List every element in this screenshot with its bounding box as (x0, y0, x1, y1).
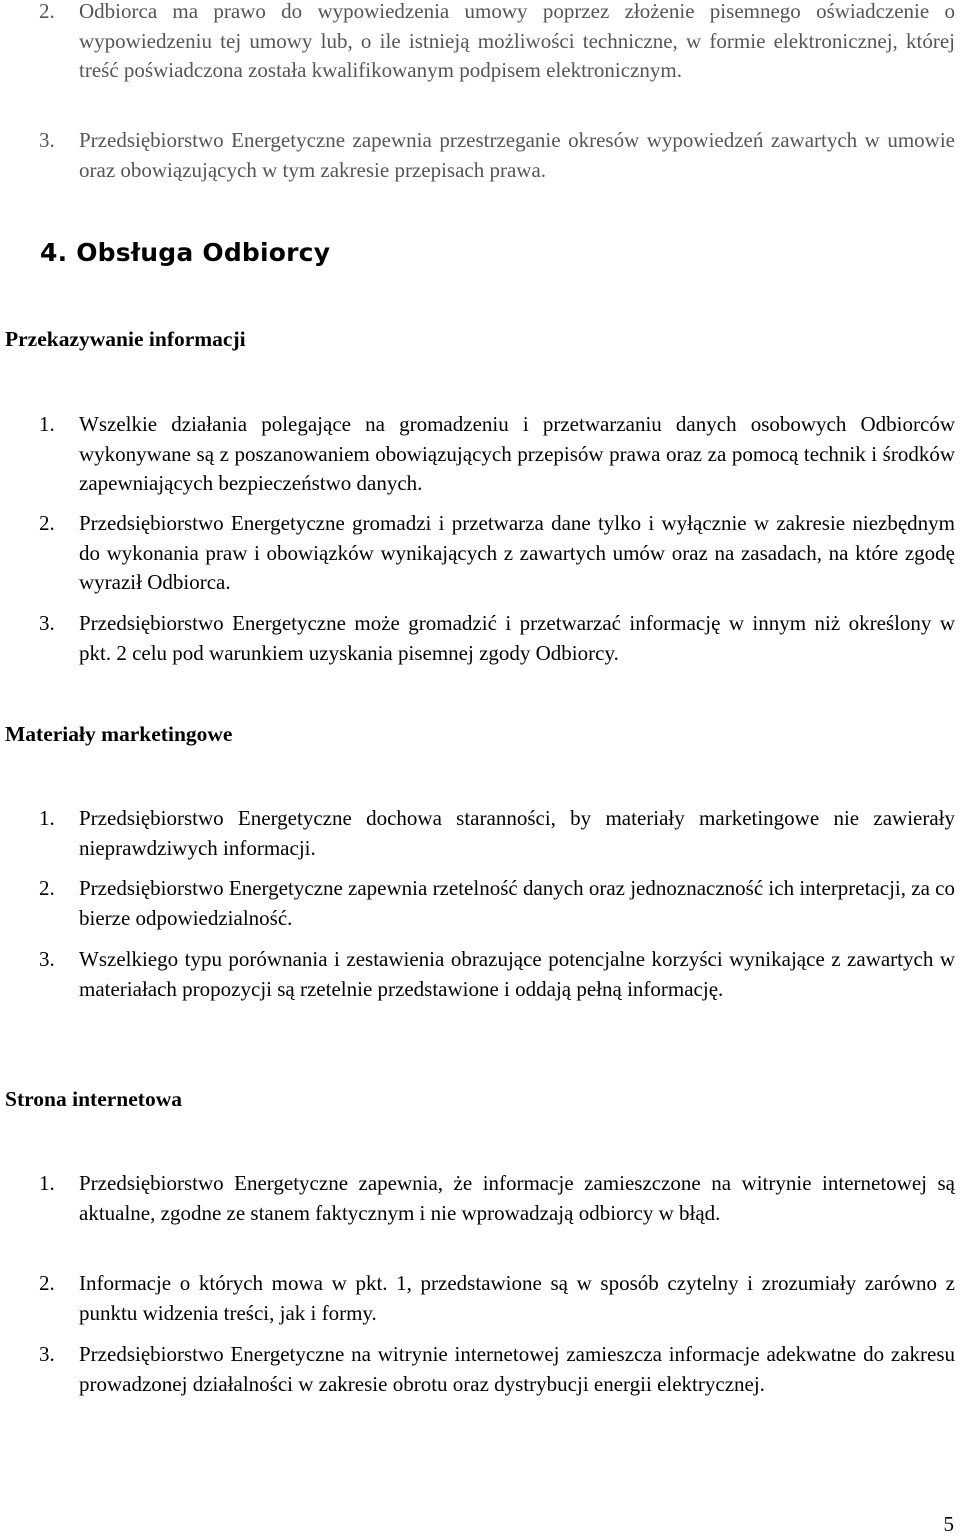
list-item (0, 804, 955, 863)
top-list-2 (0, 126, 960, 185)
list-item (0, 1169, 955, 1228)
item-number: 3. (39, 128, 55, 152)
item-text: Wszelkie działania polegające na gromadzeniu i przetwarzaniu danych osobowych Odbiorców wykonywane są z poszanowaniem obowiązujących przepisów prawa oraz za pomocą technik i środków zapewniających bezpieczeństwo danych. (79, 412, 955, 495)
section-title: 4. Obsługa Odbiorcy (40, 238, 331, 267)
list-item (0, 874, 955, 933)
subsection-list (0, 1340, 960, 1399)
list-item (0, 126, 955, 185)
item-number: 1. (39, 1171, 55, 1195)
item-number: 2. (39, 0, 55, 23)
subsection-list (0, 804, 960, 863)
subsection-list (0, 609, 960, 668)
list-item (0, 609, 955, 668)
item-text: Przedsiębiorstwo Energetyczne dochowa staranności, by materiały marketingowe nie zawierały nieprawdziwych informacji. (79, 806, 955, 860)
item-text: Przedsiębiorstwo Energetyczne gromadzi i przetwarza dane tylko i wyłącznie w zakresie niezbędnym do wykonania praw i obowiązków wynikających z zawartych umów oraz na zasadach, na które zgodę wyraził Odbiorca. (79, 511, 955, 594)
list-item (0, 0, 955, 86)
item-text: Przedsiębiorstwo Energetyczne zapewnia przestrzeganie okresów wypowiedzeń zawartych w umowie oraz obowiązujących w tym zakresie przepisach prawa. (79, 128, 955, 182)
item-text: Wszelkiego typu porównania i zestawienia obrazujące potencjalne korzyści wynikające z zawartych w materiałach propozycji są rzetelnie przedstawione i oddają pełną informację. (79, 947, 955, 1001)
item-number: 2. (39, 876, 55, 900)
item-text: Informacje o których mowa w pkt. 1, przedstawione są w sposób czytelny i zrozumiały zarówno z punktu widzenia treści, jak i formy. (79, 1271, 955, 1325)
subsection-list (0, 1269, 960, 1328)
list-item (0, 410, 955, 499)
item-number: 1. (39, 412, 55, 436)
subsection-list (0, 1169, 960, 1228)
subsection-title: Materiały marketingowe (5, 722, 233, 746)
item-number: 3. (39, 947, 55, 971)
list-item (0, 1340, 955, 1399)
item-number: 3. (39, 1342, 55, 1366)
subsection-title: Przekazywanie informacji (5, 327, 246, 351)
list-item (0, 509, 955, 598)
top-list (0, 0, 960, 89)
item-text: Przedsiębiorstwo Energetyczne zapewnia, że informacje zamieszczone na witrynie internetowej są aktualne, zgodne ze stanem faktycznym i nie wprowadzają odbiorcy w błąd. (79, 1171, 955, 1225)
item-text: Przedsiębiorstwo Energetyczne zapewnia rzetelność danych oraz jednoznaczność ich interpretacji, za co bierze odpowiedzialność. (79, 876, 955, 930)
list-item (0, 1269, 955, 1328)
item-text: Odbiorca ma prawo do wypowiedzenia umowy poprzez złożenie pisemnego oświadczenie o wypowiedzeniu tej umowy lub, o ile istnieją możliwości techniczne, w formie elektronicznej, której treść poświadczona została kwalifikowanym podpisem elektronicznym. (79, 0, 955, 82)
item-text: Przedsiębiorstwo Energetyczne może gromadzić i przetwarzać informację w innym niż określony w pkt. 2 celu pod warunkiem uzyskania pisemnej zgody Odbiorcy. (79, 611, 955, 665)
item-number: 2. (39, 511, 55, 535)
subsection-list (0, 410, 960, 499)
item-number: 3. (39, 611, 55, 635)
subsection-list (0, 874, 960, 933)
list-item (0, 945, 955, 1004)
item-number: 2. (39, 1271, 55, 1295)
item-text: Przedsiębiorstwo Energetyczne na witrynie internetowej zamieszcza informacje adekwatne do zakresu prowadzonej działalności w zakresie obrotu oraz dystrybucji energii elektrycznej. (79, 1342, 955, 1396)
page-number: 5 (943, 1512, 954, 1536)
subsection-list (0, 945, 960, 1004)
item-number: 1. (39, 806, 55, 830)
subsection-list (0, 509, 960, 598)
subsection-title: Strona internetowa (5, 1087, 182, 1111)
